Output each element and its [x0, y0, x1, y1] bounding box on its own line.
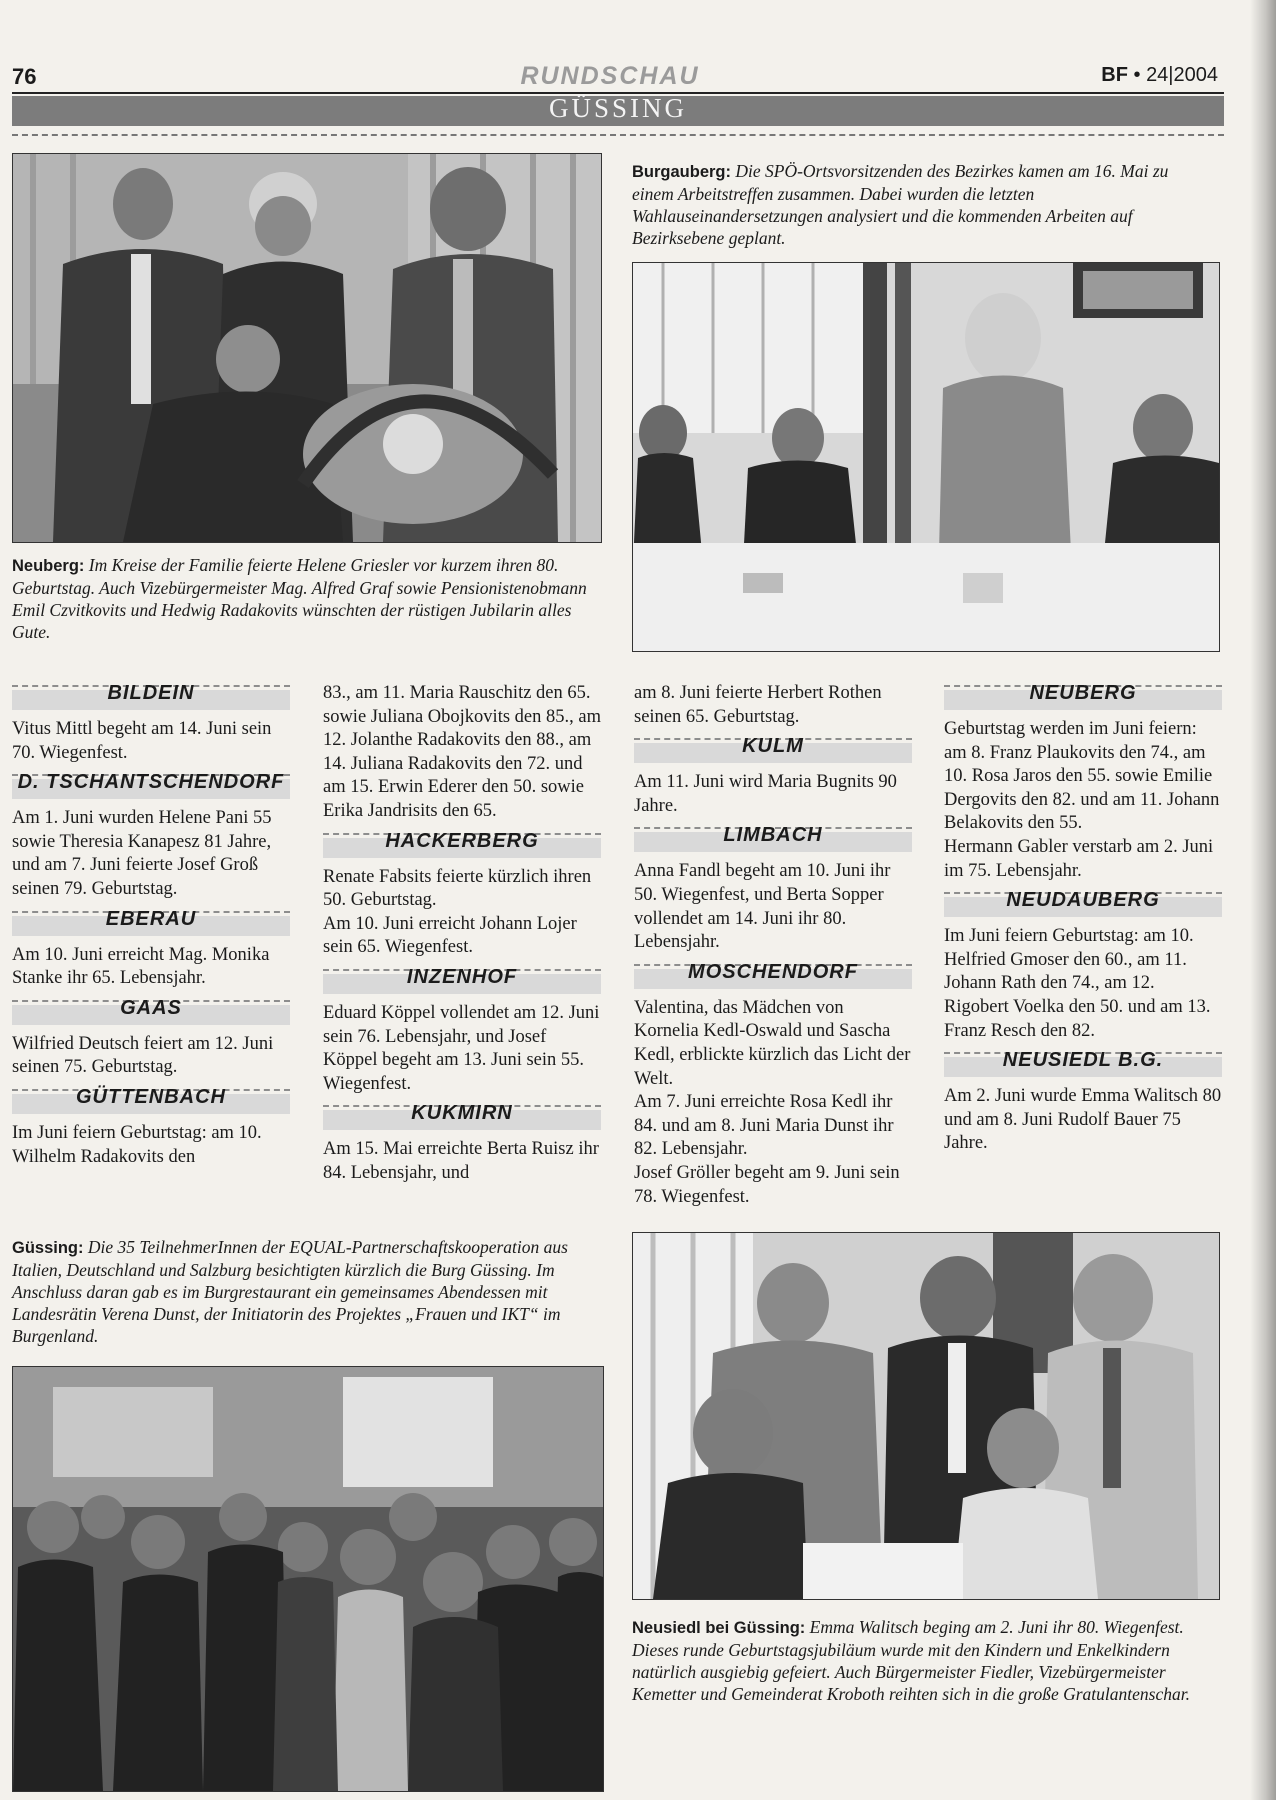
issue-info [1101, 64, 1218, 87]
issue-separator: • [1133, 64, 1141, 86]
burgauberg-meeting-photo [632, 262, 1220, 652]
section-heading-inzenhof [323, 966, 601, 996]
section-text-limbach: Anna Fandl begeht am 10. Juni ihr 50. Wiegenfest, und Berta Sopper vollendet am 14. Juni ihr 80. Lebensjahr. [634, 861, 891, 953]
section-title: NEUSIEDL B.G. [1002, 1049, 1164, 1072]
neusiedl-birthday-photo [632, 1232, 1220, 1600]
section-heading-guettenbach [12, 1086, 290, 1116]
magazine-name: BF [1101, 64, 1128, 86]
issue-number: 24|2004 [1146, 64, 1218, 86]
caption-text: Die SPÖ-Ortsvorsitzenden des Bezirkes kamen am 16. Mai zu einem Arbeitstreffen zusammen. Dabei wurden die letzten Wahlauseinandersetzungen analysiert und die kommenden Arbeiten auf Bezirksebene geplant. [632, 161, 1169, 248]
section-title: KULM [742, 735, 804, 758]
section-text-kukmirn: Am 15. Mai erreichte Berta Ruisz ihr 84. Lebensjahr, und [323, 1139, 599, 1183]
region-title: GÜSSING [548, 93, 688, 123]
section-text-gaas: Wilfried Deutsch feiert am 12. Juni seinen 75. Geburtstag. [12, 1033, 274, 1078]
burgauberg-meeting-photo-art [633, 263, 1219, 651]
section-title: NEUDAUBERG [1006, 889, 1160, 912]
guessing-group-photo [12, 1366, 604, 1792]
caption-place: Neuberg: [12, 557, 85, 575]
burgauberg-photo-caption [632, 160, 1202, 249]
section-heading-gaas [12, 997, 290, 1027]
section-heading-kulm [634, 735, 912, 765]
caption-place: Burgauberg: [632, 163, 731, 181]
section-title: GÜTTENBACH [76, 1085, 226, 1108]
section-heading-bildein [12, 682, 290, 712]
section-text-guettenbach-continued: 83., am 11. Maria Rauschitz den 65. sowie Juliana Obojkovits den 85., am 12. Jolanthe Radakovits den 88., am 14. Juliana Radakovits den 72. und am 15. Erwin Ederer den 50. sowie Erika Jandrisits den 65. [323, 683, 601, 821]
guessing-group-photo-art [13, 1367, 603, 1791]
neuberg-photo-caption [12, 554, 600, 643]
section-heading-tschantschendorf [12, 771, 290, 801]
section-text-neusiedl: Am 2. Juni wurde Emma Walitsch 80 und am 8. Juni Rudolf Bauer 75 Jahre. [944, 1086, 1222, 1154]
section-text-moschendorf-3: Josef Gröller begeht am 9. Juni sein 78. Wiegenfest. [634, 1162, 900, 1207]
section-text-moschendorf-2: Am 7. Juni erreichte Rosa Kedl ihr 84. und am 8. Juni Maria Dunst ihr 82. Lebensjahr. [634, 1092, 894, 1160]
neusiedl-birthday-photo-art [633, 1233, 1219, 1599]
section-title: BILDEIN [107, 682, 195, 704]
caption-text: Im Kreise der Familie feierte Helene Griesler vor kurzem ihren 80. Geburtstag. Auch Vizebürgermeister Mag. Alfred Graf sowie Pensionistenobmann Emil Czvitkovits und Hedwig Radakovits wünschten der rüstigen Jubilarin alles Gute. [12, 555, 587, 642]
section-text-eberau: Am 10. Juni erreicht Mag. Monika Stanke ihr 65. Lebensjahr. [12, 944, 270, 989]
header-dashed-rule [12, 134, 1224, 136]
section-text-hackerberg: Renate Fabsits feierte kürzlich ihren 50. Geburtstag. [323, 866, 592, 911]
section-text-hackerberg-2: Am 10. Juni erreicht Johann Lojer sein 65. Wiegenfest. [323, 913, 577, 958]
guessing-photo-caption [12, 1236, 602, 1347]
section-heading-neudauberg [944, 889, 1222, 919]
section-heading-hackerberg [323, 830, 601, 860]
section-text-guettenbach: Im Juni feiern Geburtstag: am 10. Wilhelm Radakovits den [12, 1122, 262, 1167]
caption-place: Neusiedl bei Güssing: [632, 1619, 806, 1637]
section-title: HACKERBERG [385, 829, 539, 852]
section-text-tschantschendorf: Am 1. Juni wurden Helene Pani 55 sowie Theresia Kanapesz 81 Jahre, und am 7. Juni feierte Josef Groß seinen 79. Geburtstag. [12, 808, 272, 899]
caption-text: Die 35 TeilnehmerInnen der EQUAL-Partnerschaftskooperation aus Italien, Deutschland und Salzburg besichtigten kürzlich die Burg Güssing. Im Anschluss daran gab es im Burgrestaurant ein gemeinsames Abendessen mit Landesrätin Verena Dunst, der Initiatorin des Projektes „Frauen und IKT“ im Burgenland. [12, 1237, 568, 1346]
section-heading-moschendorf [634, 961, 912, 991]
section-text-neudauberg: Im Juni feiern Geburtstag: am 10. Helfried Gmoser den 60., am 11. Johann Rath den 74., am 12. Rigobert Voelka den 50. und am 13. Franz Resch den 82. [944, 926, 1211, 1041]
section-text-moschendorf: Valentina, das Mädchen von Kornelia Kedl-Oswald und Sascha Kedl, erblickte kürzlich das Licht der Welt. [634, 997, 911, 1089]
section-text-neuberg-2: Hermann Gabler verstarb am 2. Juni im 75. Lebensjahr. [944, 836, 1214, 881]
section-title: INZENHOF [406, 965, 518, 988]
section-title: D. TSCHANTSCHENDORF [17, 771, 285, 794]
section-label: RUNDSCHAU [520, 62, 700, 90]
section-title: LIMBACH [723, 824, 823, 847]
page-number: 76 [12, 64, 37, 89]
section-title: NEUBERG [1029, 682, 1137, 704]
section-text-neuberg: Geburtstag werden im Juni feiern: am 8. Franz Plaukovits den 74., am 10. Rosa Jaros den 55. sowie Emilie Dergovits den 82. und am 11. Johann Belakovits den 55. [944, 719, 1220, 834]
section-text-kulm: Am 11. Juni wird Maria Bugnits 90 Jahre. [634, 772, 897, 816]
section-text-inzenhof: Eduard Köppel vollendet am 12. Juni sein 76. Lebensjahr, und Josef Köppel begeht am 13. Juni sein 55. Wiegenfest. [323, 1002, 600, 1094]
section-heading-eberau [12, 908, 290, 938]
neusiedl-photo-caption [632, 1616, 1216, 1705]
column-4 [944, 682, 1222, 1156]
page-edge-shadow [1250, 0, 1276, 1800]
section-title: GAAS [120, 996, 182, 1019]
section-heading-neuberg [944, 682, 1222, 712]
column-3 [634, 682, 912, 1209]
column-2 [323, 682, 601, 1186]
neuberg-family-photo [12, 153, 602, 543]
section-heading-limbach [634, 824, 912, 854]
section-title: MOSCHENDORF [688, 960, 858, 983]
section-text-bildein: Vitus Mittl begeht am 14. Juni sein 70. Wiegenfest. [12, 719, 272, 763]
column-1 [12, 682, 290, 1169]
section-text-kukmirn-continued: am 8. Juni feierte Herbert Rothen seinen 65. Geburtstag. [634, 683, 882, 727]
neuberg-family-photo-art [13, 154, 601, 542]
caption-place: Güssing: [12, 1239, 84, 1257]
caption-text: Emma Walitsch beging am 2. Juni ihr 80. Wiegenfest. Dieses runde Geburtstagsjubiläum wurde mit den Kindern und Enkelkindern natürlich ausgiebig gefeiert. Auch Bürgermeister Fiedler, Vizebürgermeister Kemetter und Gemeinderat Kroboth reihten sich in die große Gratulantenschar. [632, 1617, 1190, 1704]
section-title: KUKMIRN [411, 1102, 513, 1125]
section-title: EBERAU [105, 907, 197, 930]
section-heading-kukmirn [323, 1102, 601, 1132]
section-heading-neusiedl [944, 1049, 1222, 1079]
